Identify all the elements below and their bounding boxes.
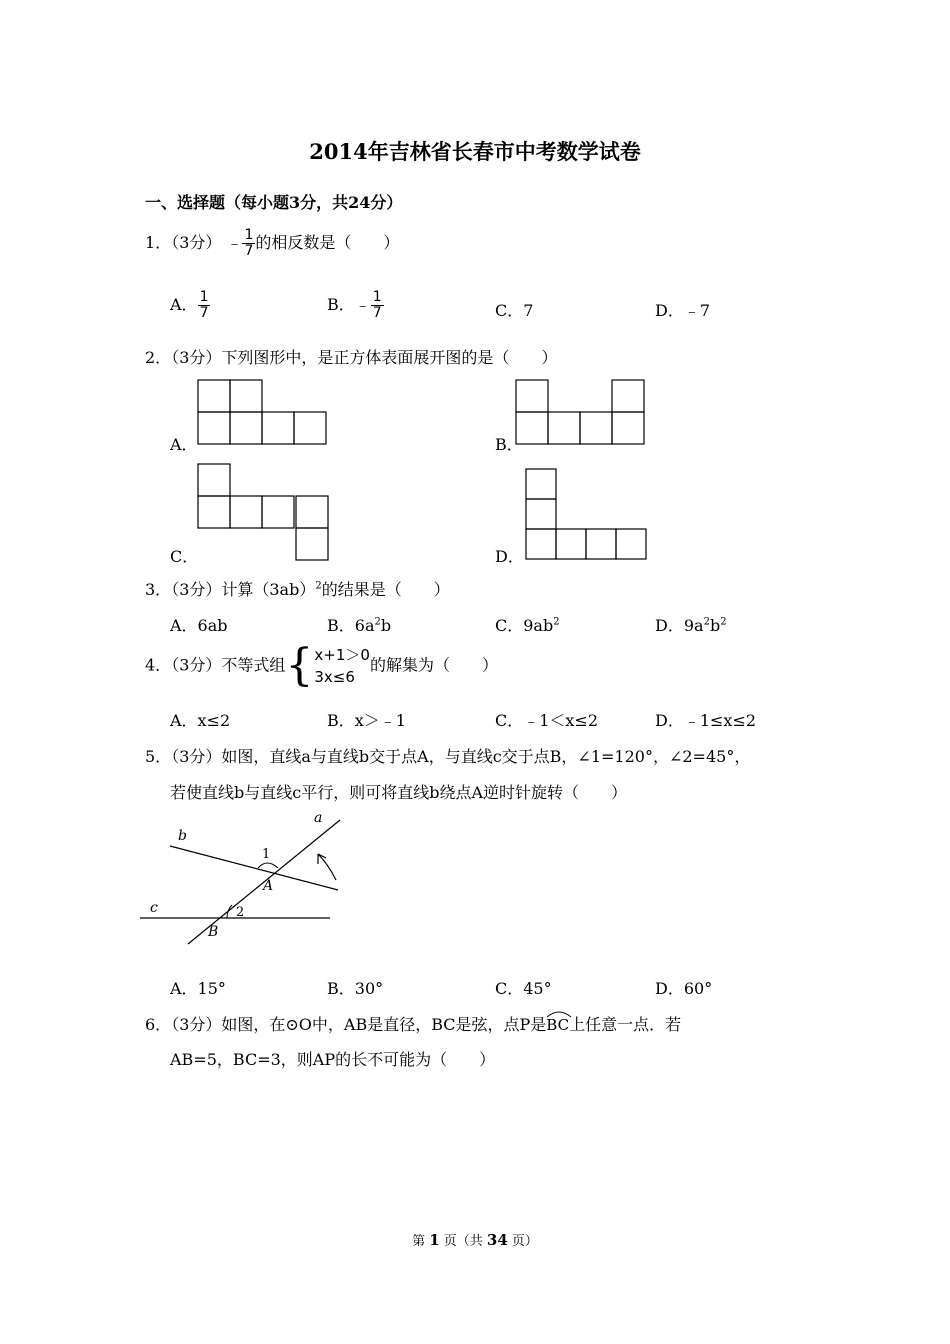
- page-title: 2014年吉林省长春市中考数学试卷: [309, 139, 641, 164]
- q4-option-b: B．x＞﹣1: [327, 711, 406, 730]
- q2-option-a-label: A．: [170, 435, 198, 454]
- q1-b-label: B．: [327, 295, 355, 314]
- q1-option-b: [327, 290, 384, 321]
- q5-number: 5．: [145, 747, 172, 766]
- q2-option-b-label: B．: [495, 435, 523, 454]
- q3-sup: 2: [315, 580, 322, 592]
- q4-option-d: D．﹣1≤x≤2: [655, 711, 757, 730]
- q3-score: （3分）: [171, 580, 222, 599]
- q4-option-a: A．x≤2: [170, 711, 231, 730]
- fig-label-B: B: [208, 924, 219, 940]
- q1-minus: ﹣: [226, 233, 243, 252]
- section-heading: 一、选择题（每小题3分，共24分）: [145, 193, 403, 212]
- q2-net-c: [197, 463, 332, 561]
- q1-b-num: 1: [372, 289, 382, 305]
- q2-net-a: [197, 379, 329, 445]
- q5-line1: 如图，直线a与直线b交于点A，与直线c交于点B，∠1=120°，∠2=45°，: [221, 747, 751, 766]
- q5-option-b: B．30°: [327, 979, 384, 998]
- q3-c-sup: 2: [553, 616, 560, 628]
- fig-angle-1: 1: [262, 847, 271, 862]
- q3-d-mid: b: [709, 616, 721, 635]
- q3-option-c: [495, 613, 560, 636]
- q4-line1: x+1＞0: [314, 646, 370, 664]
- footer-page-number: 1: [429, 1231, 440, 1249]
- question-5: [145, 744, 750, 767]
- q5-option-c: C．45°: [495, 979, 552, 998]
- q2-score: （3分）: [171, 348, 222, 367]
- q3-d-pre: D．9a: [655, 616, 704, 635]
- footer-pre: 第: [412, 1234, 430, 1249]
- q6-text-post: 上任意一点．若: [569, 1015, 682, 1034]
- q5-line2: 若使直线b与直线c平行，则可将直线b绕点A逆时针旋转（ ）: [170, 783, 628, 802]
- q1-option-c: C．7: [495, 301, 534, 320]
- q3-d-sup1: 2: [703, 616, 710, 628]
- q4-score: （3分）: [171, 655, 222, 675]
- q4-line2: 3x≤6: [314, 668, 355, 686]
- q3-text-post: 的结果是（ ）: [321, 580, 450, 599]
- q4-text-pre: 不等式组: [221, 655, 286, 675]
- q1-option-a: [170, 290, 210, 321]
- q1-a-label: A．: [170, 295, 198, 314]
- q1-b-fraction: [371, 290, 384, 321]
- q2-option-d-label: D．: [495, 547, 524, 566]
- q3-option-b: [327, 613, 391, 636]
- q1-a-fraction: [198, 290, 211, 321]
- footer-mid: 页（共: [439, 1234, 487, 1249]
- q5-option-d: D．60°: [655, 979, 713, 998]
- q3-b-pre: B．6a: [327, 616, 375, 635]
- q6-number: 6．: [145, 1015, 172, 1034]
- footer-total-pages: 34: [486, 1231, 508, 1249]
- q5-option-a: A．15°: [170, 979, 226, 998]
- question-6: [145, 1010, 681, 1035]
- arc-mark-icon: [546, 1010, 572, 1018]
- q5-score: （3分）: [171, 747, 222, 766]
- question-2: [145, 345, 557, 368]
- q6-score: （3分）: [171, 1015, 222, 1034]
- fig-label-A: A: [263, 878, 274, 894]
- fig-label-a: a: [314, 810, 323, 826]
- question-3: [145, 577, 450, 600]
- q1-b-minus: ﹣: [354, 295, 371, 314]
- q1-frac-num: 1: [244, 227, 254, 243]
- footer-post: 页）: [507, 1234, 538, 1249]
- q1-fraction: [242, 228, 255, 259]
- q2-text: 下列图形中，是正方体表面展开图的是（ ）: [221, 348, 558, 367]
- q3-b-post: b: [380, 616, 392, 635]
- q3-number: 3．: [145, 580, 172, 599]
- q3-b-sup: 2: [374, 616, 381, 628]
- q4-text-post: 的解集为（ ）: [369, 655, 498, 675]
- q6-line2: AB=5，BC=3，则AP的长不可能为（ ）: [170, 1050, 496, 1069]
- page-footer: [0, 1230, 950, 1249]
- fig-label-b: b: [178, 828, 187, 844]
- q1-score: （3分）: [171, 233, 222, 252]
- q1-frac-den: 7: [244, 243, 254, 259]
- q3-text-pre: 计算（3ab）: [221, 580, 316, 599]
- q6-arc-bc: [546, 1010, 569, 1034]
- q3-option-a: A．6ab: [170, 616, 228, 635]
- question-4: [145, 640, 498, 691]
- q3-d-sup2: 2: [720, 616, 727, 628]
- q2-net-b: [515, 379, 647, 445]
- q1-a-num: 1: [199, 289, 209, 305]
- q5-figure: [138, 808, 358, 948]
- q2-net-d: [525, 468, 649, 560]
- q6-text-pre: 如图，在⊙O中，AB是直径，BC是弦，点P是: [221, 1015, 547, 1034]
- fig-angle-2: 2: [236, 905, 245, 920]
- q4-inequality-system: [285, 640, 370, 691]
- q1-option-d: D．﹣7: [655, 301, 711, 320]
- q2-option-c-label: C．: [170, 547, 199, 566]
- q3-c-pre: C．9ab: [495, 616, 554, 635]
- q1-text: 的相反数是（ ）: [255, 233, 400, 252]
- q6-arc-label: BC: [546, 1016, 570, 1034]
- question-1: [145, 228, 399, 259]
- q1-a-den: 7: [199, 305, 209, 321]
- q3-option-d: [655, 613, 727, 636]
- q4-brace: {: [285, 640, 314, 691]
- q1-b-den: 7: [372, 305, 382, 321]
- q4-number: 4．: [145, 655, 172, 675]
- q2-number: 2．: [145, 348, 172, 367]
- q4-option-c: C．﹣1＜x≤2: [495, 711, 599, 730]
- fig-label-c: c: [150, 900, 158, 916]
- q1-number: 1．: [145, 233, 172, 252]
